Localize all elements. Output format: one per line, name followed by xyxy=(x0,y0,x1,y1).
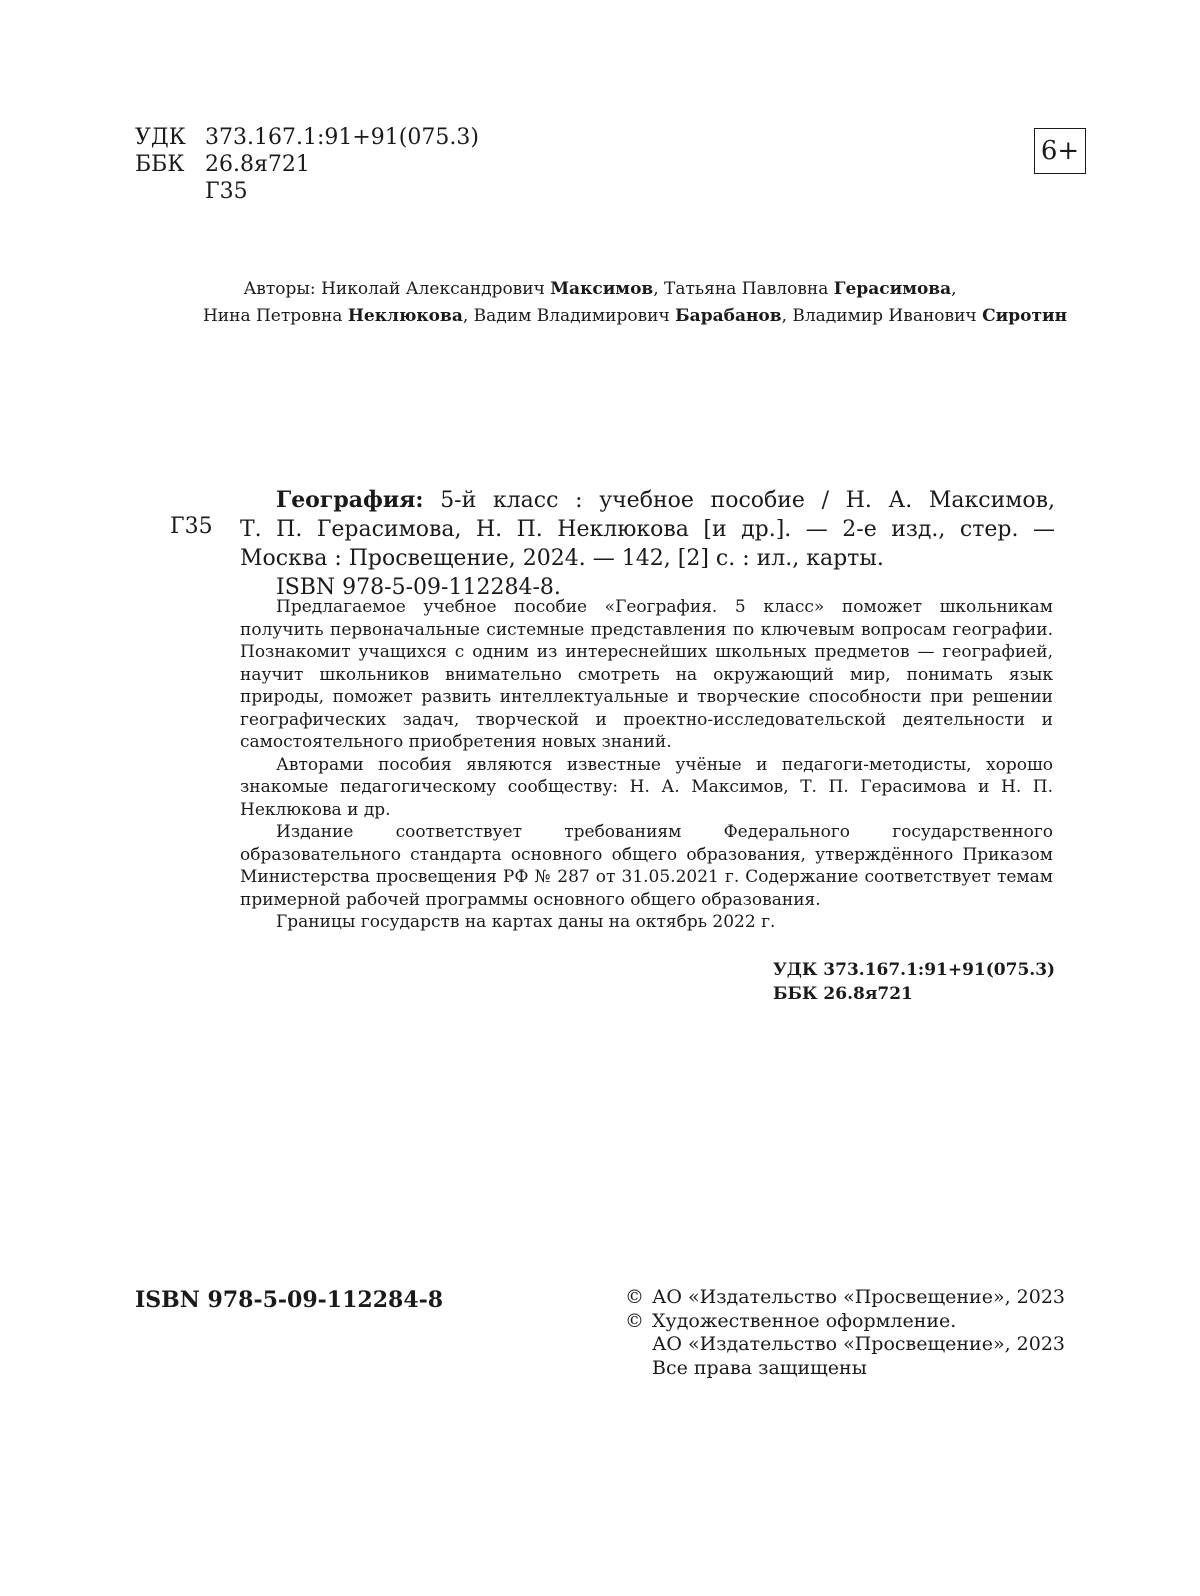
copyright-icon: © xyxy=(625,1309,644,1332)
biblio-description xyxy=(240,486,1055,602)
bbk-line xyxy=(135,151,479,178)
rights-reserved: Все права защищены xyxy=(652,1356,867,1379)
udk-bbk-summary xyxy=(773,958,1055,1006)
copyright-row xyxy=(625,1310,1065,1334)
copyright-text: АО «Издательство «Просвещение», 2023 xyxy=(652,1286,1065,1308)
copyright-text: Художественное оформление. xyxy=(652,1309,957,1332)
biblio-line-3: Москва : Просвещение, 2024. — 142, [2] с. : ил., карты. xyxy=(240,546,884,571)
age-rating-badge: 6+ xyxy=(1034,128,1086,174)
authors-sep: , Владимир Иванович xyxy=(781,306,983,326)
copyright-text: АО «Издательство «Просвещение», 2023 xyxy=(652,1333,1065,1355)
annotation-paragraph: Предлагаемое учебное пособие «География. 5 класс» поможет школьникам получить первоначальные системные представления по ключевым вопросам географии. Познакомит учащихся с одним из интереснейших школьных предметов — географией, научит школьников внимательно смотреть на окружающий мир, понимать язык природы, поможет развить интеллектуальные и творческие способности при решении географических задач, творческой и проектно-исследовательской деятельности и самостоятельного приобретения новых знаний. xyxy=(240,597,1053,752)
author-name: Герасимова xyxy=(833,279,952,299)
biblio-line-1-rest: 5-й класс : учебное пособие / Н. А. Максимов, xyxy=(423,488,1055,513)
bbk-label: ББК xyxy=(135,152,185,177)
udk-code: 373.167.1:91+91(075.3) xyxy=(205,125,479,150)
authors-sep: , Вадим Владимирович xyxy=(462,306,676,326)
copyright-icon: © xyxy=(625,1286,644,1308)
udk-line xyxy=(135,124,479,151)
biblio-isbn: ISBN 978-5-09-112284-8. xyxy=(276,575,561,600)
author-name: Сиротин xyxy=(982,306,1068,326)
authors-sep: , Татьяна Павловна xyxy=(653,279,834,299)
udk-label: УДК xyxy=(135,125,186,150)
author-mark: Г35 xyxy=(205,179,248,204)
annotation-paragraph: Границы государств на картах даны на октябрь 2022 г. xyxy=(276,912,776,932)
annotation-paragraph: Издание соответствует требованиям Федерального государственного образовательного стандарта основного общего образования, утверждённого Приказом Министерства просвещения РФ № 287 от 31.05.2021 г. Содержание соответствует темам примерной рабочей программы основного общего образования. xyxy=(240,822,1053,910)
copyright-block xyxy=(625,1286,1065,1380)
classification-block xyxy=(135,124,479,205)
biblio-line-1 xyxy=(240,486,1055,515)
copyright-row xyxy=(625,1286,1065,1310)
authors-line-1 xyxy=(100,276,1100,303)
author-name: Барабанов xyxy=(675,306,782,326)
authors-line-2 xyxy=(100,303,1100,330)
biblio-author-mark: Г35 xyxy=(170,514,213,539)
udk-summary: УДК 373.167.1:91+91(075.3) xyxy=(773,960,1056,980)
author-name: Максимов xyxy=(550,279,654,299)
book-title: География: xyxy=(276,487,424,513)
isbn-number: ISBN 978-5-09-112284-8 xyxy=(135,1287,444,1313)
authors-prefix: Авторы: Николай Александрович xyxy=(243,279,551,299)
annotation-paragraph: Авторами пособия являются известные учёные и педагоги-методисты, хорошо знакомые педагогическому сообществу: Н. А. Максимов, Т. П. Герасимова и Н. П. Неклюкова и др. xyxy=(240,754,1053,820)
authors-sep: , xyxy=(951,279,957,299)
biblio-line-2: Т. П. Герасимова, Н. П. Неклюкова [и др.]. — 2-е изд., стер. — xyxy=(240,517,1055,542)
annotation xyxy=(240,596,1053,934)
bbk-code: 26.8я721 xyxy=(205,152,310,177)
author-name: Неклюкова xyxy=(347,306,463,326)
authors-block xyxy=(100,276,1100,330)
bbk-summary: ББК 26.8я721 xyxy=(773,984,913,1004)
authors-sep: Нина Петровна xyxy=(202,306,348,326)
